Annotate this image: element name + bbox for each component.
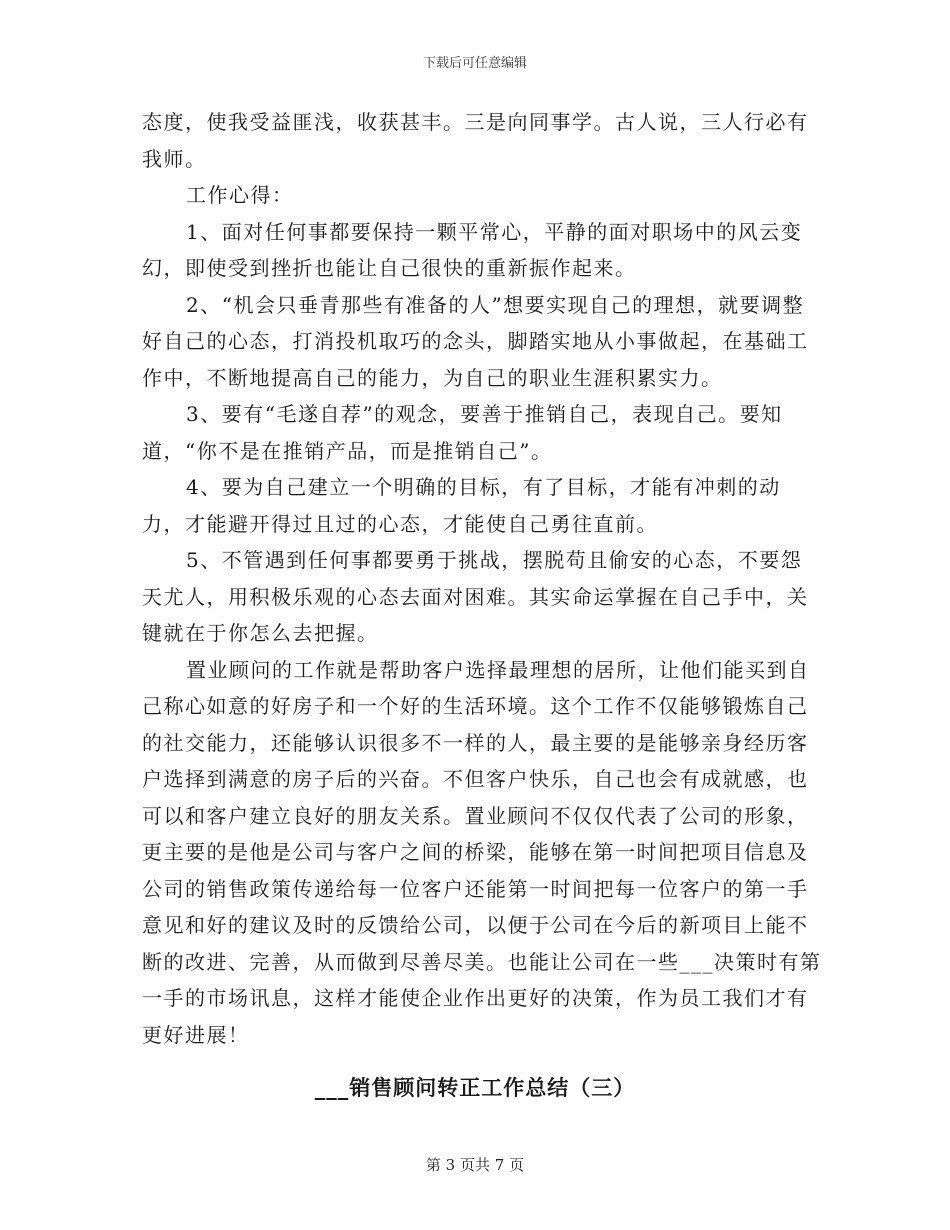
body-text [142,104,822,1053]
paragraph-point-2: 2、“机会只垂青那些有准备的人”想要实现自己的理想，就要调整好自己的心态，打消投机取巧的念头，脚踏实地从小事做起，在基础工作中，不断地提高自己的能力，为自己的职业生涯积累实力。 [142,292,809,390]
paragraph-work-insights-heading: 工作心得： [186,183,294,207]
paragraph-point-3: 3、要有“毛遂自荐”的观念，要善于推销自己，表现自己。要知道，“你不是在推销产品，而是推销自己”。 [142,402,783,463]
page-number: 第 3 页共 7 页 [425,1156,525,1174]
paragraph-point-1: 1、面对任何事都要保持一颗平常心，平静的面对职场中的风云变幻，即使受到挫折也能让自己很快的重新振作起来。 [142,219,803,280]
paragraph-point-4: 4、要为自己建立一个明确的目标，有了目标，才能有冲刺的动力，才能避开得过且过的心态，才能使自己勇往直前。 [142,475,781,536]
paragraph-continuation: 态度，使我受益匪浅，收获甚丰。三是向同事学。古人说，三人行必有我师。 [142,110,809,171]
paragraph-consultant-role: 置业顾问的工作就是帮助客户选择最理想的居所，让他们能买到自己称心如意的好房子和一个好的生活环境。这个工作不仅能够锻炼自己的社交能力，还能够认识很多不一样的人，最主要的是能够亲身经历客户选择到满意的房子后的兴奋。不但客户快乐，自己也会有成就感，也可以和客户建立良好的朋友关系。置业顾问不仅仅代表了公司的形象，更主要的是他是公司与客户之间的桥梁，能够在第一时间把项目信息及公司的销售政策传递给每一位客户还能第一时间把每一位客户的第一手意见和好的建议及时的反馈给公司，以便于公司在今后的新项目上能不断的改进、完善，从而做到尽善尽美。也能让公司在一些___决策时有第一手的市场讯息，这样才能使企业作出更好的决策，作为员工我们才有更好进展！ [142,657,822,1047]
page-header: 下载后可任意编辑 [422,56,527,71]
section-title: ___销售顾问转正工作总结（三） [314,1076,636,1100]
paragraph-point-5: 5、不管遇到任何事都要勇于挑战，摆脱苟且偷安的心态，不要怨天尤人，用积极乐观的心态去面对困难。其实命运掌握在自己手中，关键就在于你怎么去把握。 [142,548,809,645]
